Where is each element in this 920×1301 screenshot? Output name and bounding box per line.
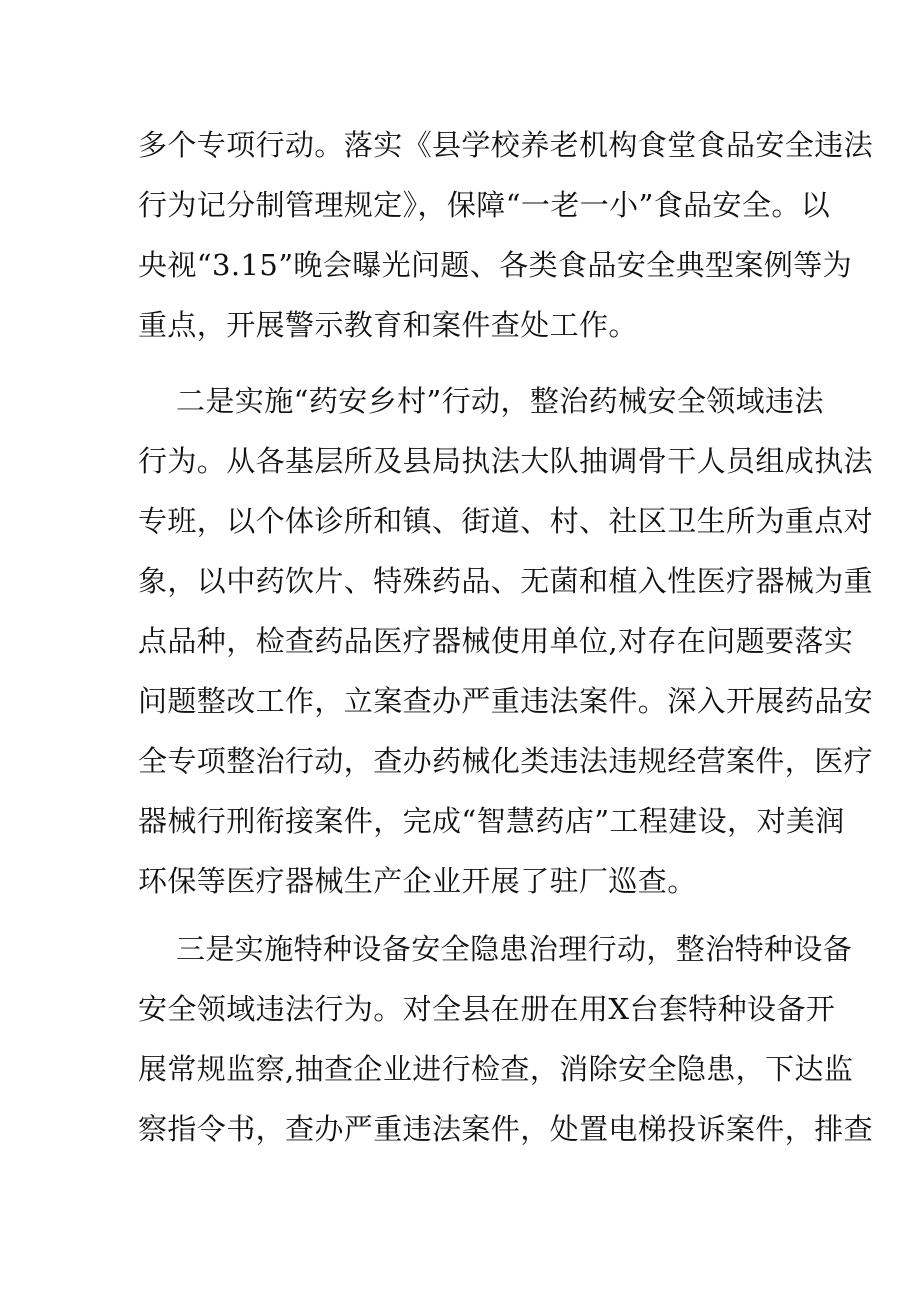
paragraph-line: 行为。从各基层所及县局执法大队抽调骨干人员组成执法 xyxy=(138,444,874,478)
paragraph-line: 展常规监察,抽查企业进行检查，消除安全隐患，下达监 xyxy=(138,1052,854,1086)
paragraph-line: 行为记分制管理规定》，保障“一老一小”食品安全。以 xyxy=(138,188,831,222)
paragraph-line: 多个专项行动。落实《县学校养老机构食堂食品安全违法 xyxy=(138,128,874,162)
paragraph-line: 央视“3.15”晚会曝光问题、各类食品安全典型案例等为 xyxy=(138,248,853,282)
paragraph-line: 察指令书，查办严重违法案件，处置电梯投诉案件，排查 xyxy=(138,1112,874,1146)
paragraph-line: 环保等医疗器械生产企业开展了驻厂巡查。 xyxy=(138,864,697,898)
paragraph-line: 三是实施特种设备安全隐患治理行动，整治特种设备 xyxy=(176,932,853,966)
paragraph-line: 安全领域违法行为。对全县在册在用X台套特种设备开 xyxy=(138,992,836,1026)
paragraph-line: 全专项整治行动，查办药械化类违法违规经营案件，医疗 xyxy=(138,744,874,778)
paragraph-line: 象，以中药饮片、特殊药品、无菌和植入性医疗器械为重 xyxy=(138,564,874,598)
paragraph-line: 问题整改工作，立案查办严重违法案件。深入开展药品安 xyxy=(138,684,874,718)
paragraph-line: 二是实施“药安乡村”行动，整治药械安全领域违法 xyxy=(176,384,824,418)
paragraph-line: 器械行刑衔接案件，完成“智慧药店”工程建设，对美润 xyxy=(138,804,845,838)
paragraph-line: 点品种，检查药品医疗器械使用单位,对存在问题要落实 xyxy=(138,624,854,658)
paragraph-line: 重点，开展警示教育和案件查处工作。 xyxy=(138,308,638,342)
paragraph-line: 专班，以个体诊所和镇、街道、村、社区卫生所为重点对 xyxy=(138,504,874,538)
